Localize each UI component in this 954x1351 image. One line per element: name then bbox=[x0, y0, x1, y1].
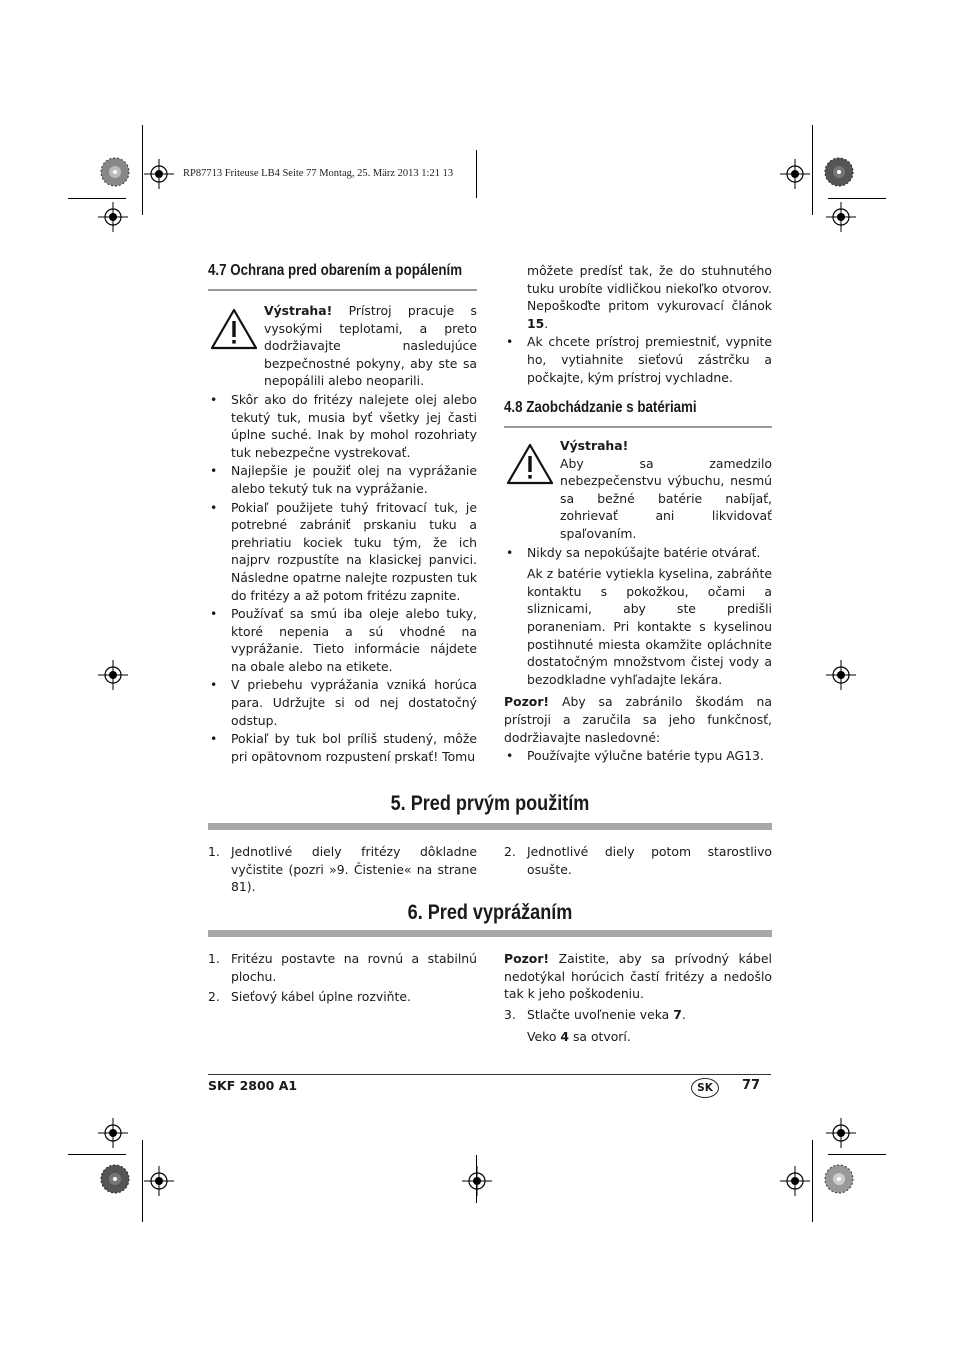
crop-line bbox=[142, 1140, 143, 1222]
crop-line bbox=[828, 198, 886, 199]
registration-mark-icon bbox=[826, 660, 856, 690]
chapter-6-left bbox=[208, 950, 477, 1006]
print-header: RP87713 Friteuse LB4 Seite 77 Montag, 25. März 2013 1:21 13 bbox=[183, 168, 454, 179]
list-item: • V priebehu vyprážania vzniká horúca para. Udržujte si od nej dostatočný odstup. bbox=[208, 676, 477, 729]
color-wheel-icon bbox=[100, 1164, 130, 1194]
step-result bbox=[504, 1028, 772, 1046]
punctuation: . bbox=[681, 1006, 686, 1022]
chapter-6-right bbox=[504, 950, 772, 1046]
registration-mark-icon bbox=[826, 202, 856, 232]
chapter-rule bbox=[208, 930, 772, 937]
caution-label: Pozor! bbox=[504, 694, 550, 710]
list-item: • Používajte výlučne batérie typu AG13. bbox=[504, 747, 772, 765]
crop-line bbox=[142, 125, 143, 215]
registration-mark-icon bbox=[826, 1118, 856, 1148]
crop-line bbox=[812, 1140, 813, 1222]
list-item: • Ak chcete prístroj premiestniť, vypnite ho, vytiahnite sieťovú zástrčku a počkajte, kým prístroj vychladne. bbox=[504, 333, 772, 386]
page-number: 77 bbox=[742, 1078, 761, 1093]
list-item: • Používať sa smú iba oleje alebo tuky, ktoré nepenia a sú vhodné na vyprážanie. Tieto informácie nájdete na obale alebo na etikete. bbox=[208, 605, 477, 675]
continuation-text: môžete predísť tak, že do stuhnutého tuku urobíte vidličkou niekoľko otvorov. Nepoškoďte pritom vykurovací článok bbox=[527, 263, 772, 314]
warning-triangle-icon bbox=[506, 443, 554, 485]
warning-text: Aby sa zamedzilo nebezpečenstvu výbuchu, nesmú sa bežné batérie nabíjať, zohrievať ani likvidovať spaľovaním. bbox=[560, 455, 772, 541]
part-number: 7 bbox=[673, 1006, 682, 1022]
step-number: 3. bbox=[504, 1006, 516, 1022]
registration-mark-icon bbox=[98, 202, 128, 232]
caution-label: Pozor! bbox=[504, 951, 550, 966]
color-wheel-icon bbox=[824, 1164, 854, 1194]
chapter-5-left bbox=[208, 843, 477, 896]
step-text: Jednotlivé diely potom starostlivo osušte. bbox=[527, 844, 772, 877]
section-rule bbox=[208, 289, 477, 291]
step-text: Stlačte uvoľnenie veka bbox=[527, 1006, 674, 1022]
chapter-rule bbox=[208, 823, 772, 830]
crop-line bbox=[68, 198, 126, 199]
step-number: 1. bbox=[208, 951, 220, 966]
step-text: Sieťový kábel úplne rozviňte. bbox=[231, 989, 411, 1005]
chapter-heading-5: 5. Pred prvým použitím bbox=[390, 792, 590, 815]
model-number: SKF 2800 A1 bbox=[208, 1078, 298, 1093]
footer-rule bbox=[208, 1074, 771, 1075]
section-4-8-body bbox=[504, 437, 772, 765]
registration-mark-icon bbox=[780, 1166, 810, 1196]
step-text: Jednotlivé diely fritézy dôkladne vyčistite (pozri »9. Čistenie« na strane 81). bbox=[231, 844, 477, 895]
warning-triangle-icon bbox=[210, 308, 258, 350]
part-number: 4 bbox=[560, 1029, 570, 1045]
list-item: • Pokiaľ by tuk bol príliš studený, môže pri opätovnom rozpustení prskať! Tomu bbox=[208, 730, 477, 765]
list-item-continuation bbox=[504, 262, 772, 332]
punctuation: . bbox=[544, 315, 549, 331]
step-number: 1. bbox=[208, 844, 220, 859]
section-heading-4-8: 4.8 Zaobchádzanie s batériami bbox=[504, 399, 697, 416]
numbered-step bbox=[208, 988, 477, 1006]
list-item: • Najlepšie je použiť olej na vyprážanie alebo tekutý tuk na vyprážanie. bbox=[208, 462, 477, 497]
warning-block bbox=[504, 437, 772, 543]
numbered-step bbox=[504, 843, 772, 878]
color-wheel-icon bbox=[824, 157, 854, 187]
registration-mark-icon bbox=[780, 159, 810, 189]
crop-line bbox=[68, 1154, 126, 1155]
registration-mark-icon bbox=[144, 1166, 174, 1196]
list-item: • Skôr ako do fritézy nalejete olej alebo tekutý tuk, musia byť všetky jej časti úplne suché. Inak by mohol rozohriaty tuk nebezpečne vystrekovať. bbox=[208, 391, 477, 461]
numbered-step bbox=[208, 950, 477, 985]
list-item: • Nikdy sa nepokúšajte batérie otvárať. bbox=[504, 544, 772, 562]
caution-paragraph bbox=[504, 950, 772, 1003]
caution-text: Zaistite, aby sa prívodný kábel nedotýkal horúcich častí fritézy a nedošlo tak k jeho poškodeniu. bbox=[504, 951, 772, 1002]
step-text: Fritézu postavte na rovnú a stabilnú plochu. bbox=[231, 951, 477, 984]
registration-mark-icon bbox=[98, 660, 128, 690]
caution-paragraph bbox=[504, 693, 772, 746]
section-4-7-body bbox=[208, 302, 477, 765]
crop-line bbox=[476, 150, 477, 198]
warning-block bbox=[208, 302, 477, 390]
caution-text: Aby sa zabránilo škodám na prístroji a zaručila sa jeho funkčnosť, dodržiavajte nasledovné: bbox=[504, 694, 772, 745]
registration-mark-icon bbox=[144, 159, 174, 189]
numbered-step bbox=[504, 1006, 772, 1024]
section-rule bbox=[504, 426, 772, 428]
step-number: 2. bbox=[208, 989, 220, 1005]
registration-mark-icon bbox=[462, 1166, 492, 1196]
warning-label: Výstraha! bbox=[264, 303, 333, 318]
section-heading-4-7: 4.7 Ochrana pred obarením a popálením bbox=[208, 262, 463, 279]
result-text: Veko bbox=[527, 1029, 561, 1045]
part-number: 15 bbox=[527, 315, 545, 331]
warning-label: Výstraha! bbox=[560, 438, 629, 453]
section-4-7-continuation bbox=[504, 262, 772, 386]
paragraph: Ak z batérie vytiekla kyselina, zabráňte kontaktu s pokožkou, očami a sliznicami, aby ste predišli poraneniam. Pri kontakte s kyselinou postihnuté miesta okamžite opláchnite dostatočným množstvom čistej vody a bezodkladne vyhľadajte lekára. bbox=[527, 566, 772, 687]
chapter-heading-6: 6. Pred vyprážaním bbox=[407, 901, 573, 924]
list-item: • Pokiaľ použijete tuhý fritovací tuk, je potrebné zabrániť prskaniu tuku a prehriatiu kociek tuku tým, že ich najprv rozpustíte na klasickej panvici. Následne opatrne nalejte rozpusten tuk do fritézy a až potom fritézu zapnite. bbox=[208, 499, 477, 605]
chapter-5-right bbox=[504, 843, 772, 878]
warning-text: Prístroj pracuje s vysokými teplotami, a preto dodržiavajte nasledujúce bezpečnostné pokyny, aby ste sa nepopálili alebo neoparili. bbox=[264, 303, 477, 389]
numbered-step bbox=[208, 843, 477, 896]
crop-line bbox=[812, 125, 813, 215]
step-number: 2. bbox=[504, 844, 516, 859]
crop-line bbox=[828, 1154, 886, 1155]
registration-mark-icon bbox=[98, 1118, 128, 1148]
language-badge: SK bbox=[691, 1078, 719, 1098]
color-wheel-icon bbox=[100, 157, 130, 187]
result-text: sa otvorí. bbox=[569, 1029, 631, 1045]
